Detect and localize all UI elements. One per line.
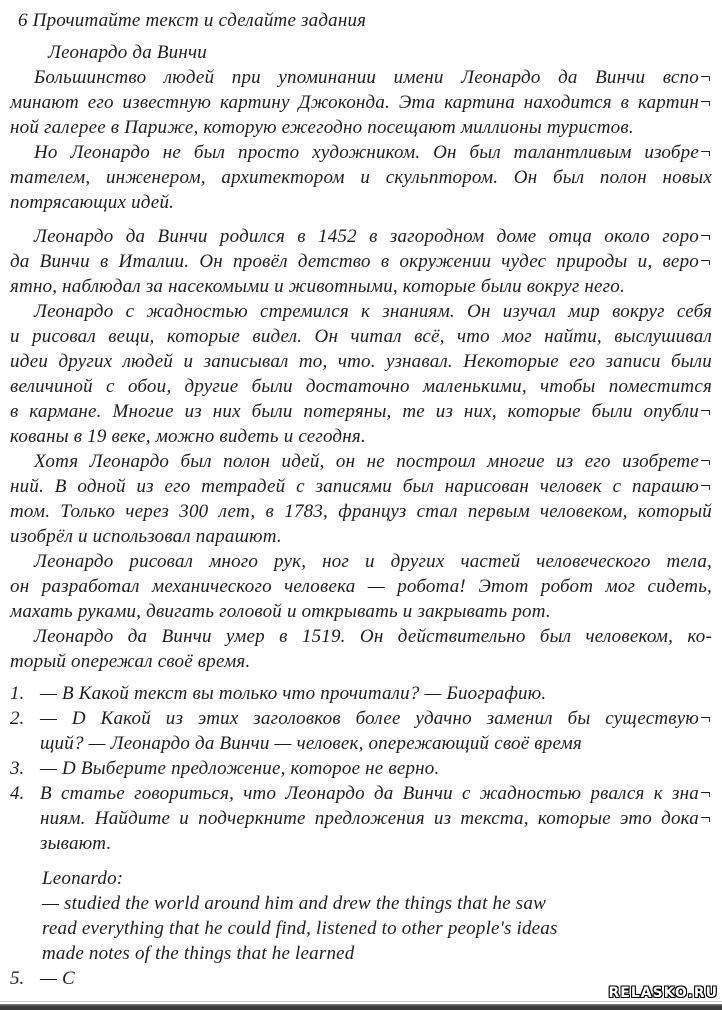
task-text: — C — [40, 968, 75, 989]
text-line: — D Какой из этих заголовков более удачно заменил бы существую¬ — [40, 708, 712, 729]
task-text — [40, 781, 712, 856]
text-line: Большинство людей при упоминании имени Леонардо да Винчи вспо¬ — [34, 67, 712, 88]
text-line: щий? — Леонардо да Винчи — человек, опережающий своё время — [40, 733, 582, 754]
text-line: made notes of the things that he learned — [42, 943, 355, 964]
text-line: Леонардо с жадностью стремился к знаниям. Он изучал мир вокруг себя — [34, 301, 712, 322]
article-body — [10, 65, 712, 674]
answer-lines — [42, 891, 712, 966]
text-line: кованы в 19 веке, можно видеть и сегодня. — [10, 426, 366, 447]
task-text — [40, 681, 712, 706]
text-line: идеи других людей и записывал то, что. узнавал. Некоторые его записи были — [10, 351, 712, 372]
task-item — [10, 756, 712, 781]
paragraph — [10, 449, 712, 549]
text-line: ниям. Найдите и подчеркните предложения из текста, которые это дока¬ — [40, 808, 712, 829]
text-line: тателем, инженером, архитектором и скульптором. Он был полон новых — [10, 167, 712, 188]
text-line: — D Выберите предложение, которое не верно. — [40, 758, 440, 779]
watermark: RELASKO.RU — [608, 985, 718, 1001]
task-text — [40, 706, 712, 756]
paragraph — [10, 299, 712, 449]
paragraph — [10, 549, 712, 624]
task-number: 4. — [10, 783, 25, 804]
answer-block-label: Leonardo: — [42, 868, 124, 889]
task-item — [10, 681, 712, 706]
text-line: Леонардо да Винчи умер в 1519. Он действительно был человеком, ко- — [34, 626, 712, 647]
task-number: 3. — [10, 758, 25, 779]
answer-block — [42, 866, 712, 966]
text-line: ний. В одной из его тетрадей с записями был нарисован человек с парашю¬ — [10, 476, 712, 497]
text-line: он разработал механического человека — робота! Этот робот мог сидеть, — [10, 576, 712, 597]
task-number: 2. — [10, 708, 25, 729]
task-item-5 — [10, 966, 712, 991]
text-line: ятно, наблюдал за насекомыми и животными, которые были вокруг него. — [10, 276, 625, 297]
text-line: Но Леонардо не был просто художником. Он был талантливым изобре¬ — [34, 142, 712, 163]
text-line: и рисовал вещи, которые видел. Он читал всё, что мог найти, выслушивал — [10, 326, 712, 347]
task-text — [40, 756, 712, 781]
text-line: зывают. — [40, 833, 112, 854]
text-line: read everything that he could find, listened to other people's ideas — [42, 918, 558, 939]
text-line: изобрёл и использовал парашют. — [10, 526, 282, 547]
text-line: Хотя Леонардо был полон идей, он не построил многие из его изобрете¬ — [34, 451, 712, 472]
task-item — [10, 706, 712, 756]
text-line: минают его известную картину Джоконда. Эта картина находится в картин¬ — [10, 92, 712, 113]
task-number: 1. — [10, 683, 25, 704]
text-line: В статье говориться, что Леонардо да Винчи с жадностью рвался к зна¬ — [40, 783, 712, 804]
bottom-bar — [0, 1001, 722, 1010]
text-line: величиной с обои, другие были достаточно маленькими, чтобы поместится — [10, 376, 712, 397]
paragraph — [10, 65, 712, 140]
text-line: том. Только через 300 лет, в 1783, француз стал первым человеком, который — [10, 501, 712, 522]
text-line: Леонардо рисовал много рук, ног и других частей человеческого тела, — [34, 551, 712, 572]
text-line: да Винчи в Италии. Он провёл детство в окружении чудес природы и, веро¬ — [10, 251, 712, 272]
paragraph — [10, 624, 712, 674]
text-line: ной галерее в Париже, которую ежегодно посещают миллионы туристов. — [10, 117, 634, 138]
text-line: — В Какой текст вы только что прочитали? — Биографию. — [40, 683, 547, 704]
task-number: 5. — [10, 968, 25, 989]
exercise-header: 6 Прочитайте текст и сделайте задания — [18, 10, 367, 31]
text-line: торый опережал своё время. — [10, 651, 251, 672]
paragraph — [10, 140, 712, 215]
text-line: в кармане. Многие из них были потеряны, те из них, которые были опубли¬ — [10, 401, 712, 422]
task-item — [10, 781, 712, 856]
text-line: махать руками, двигать головой и открывать и закрывать рот. — [10, 601, 551, 622]
article-title: Леонардо да Винчи — [48, 42, 207, 63]
text-line: Леонардо да Винчи родился в 1452 в загородном доме отца около горо¬ — [34, 226, 712, 247]
task-list — [10, 681, 712, 856]
text-line: потрясающих идей. — [10, 192, 175, 213]
text-line: — studied the world around him and drew the things that he saw — [42, 893, 546, 914]
paragraph — [10, 224, 712, 299]
